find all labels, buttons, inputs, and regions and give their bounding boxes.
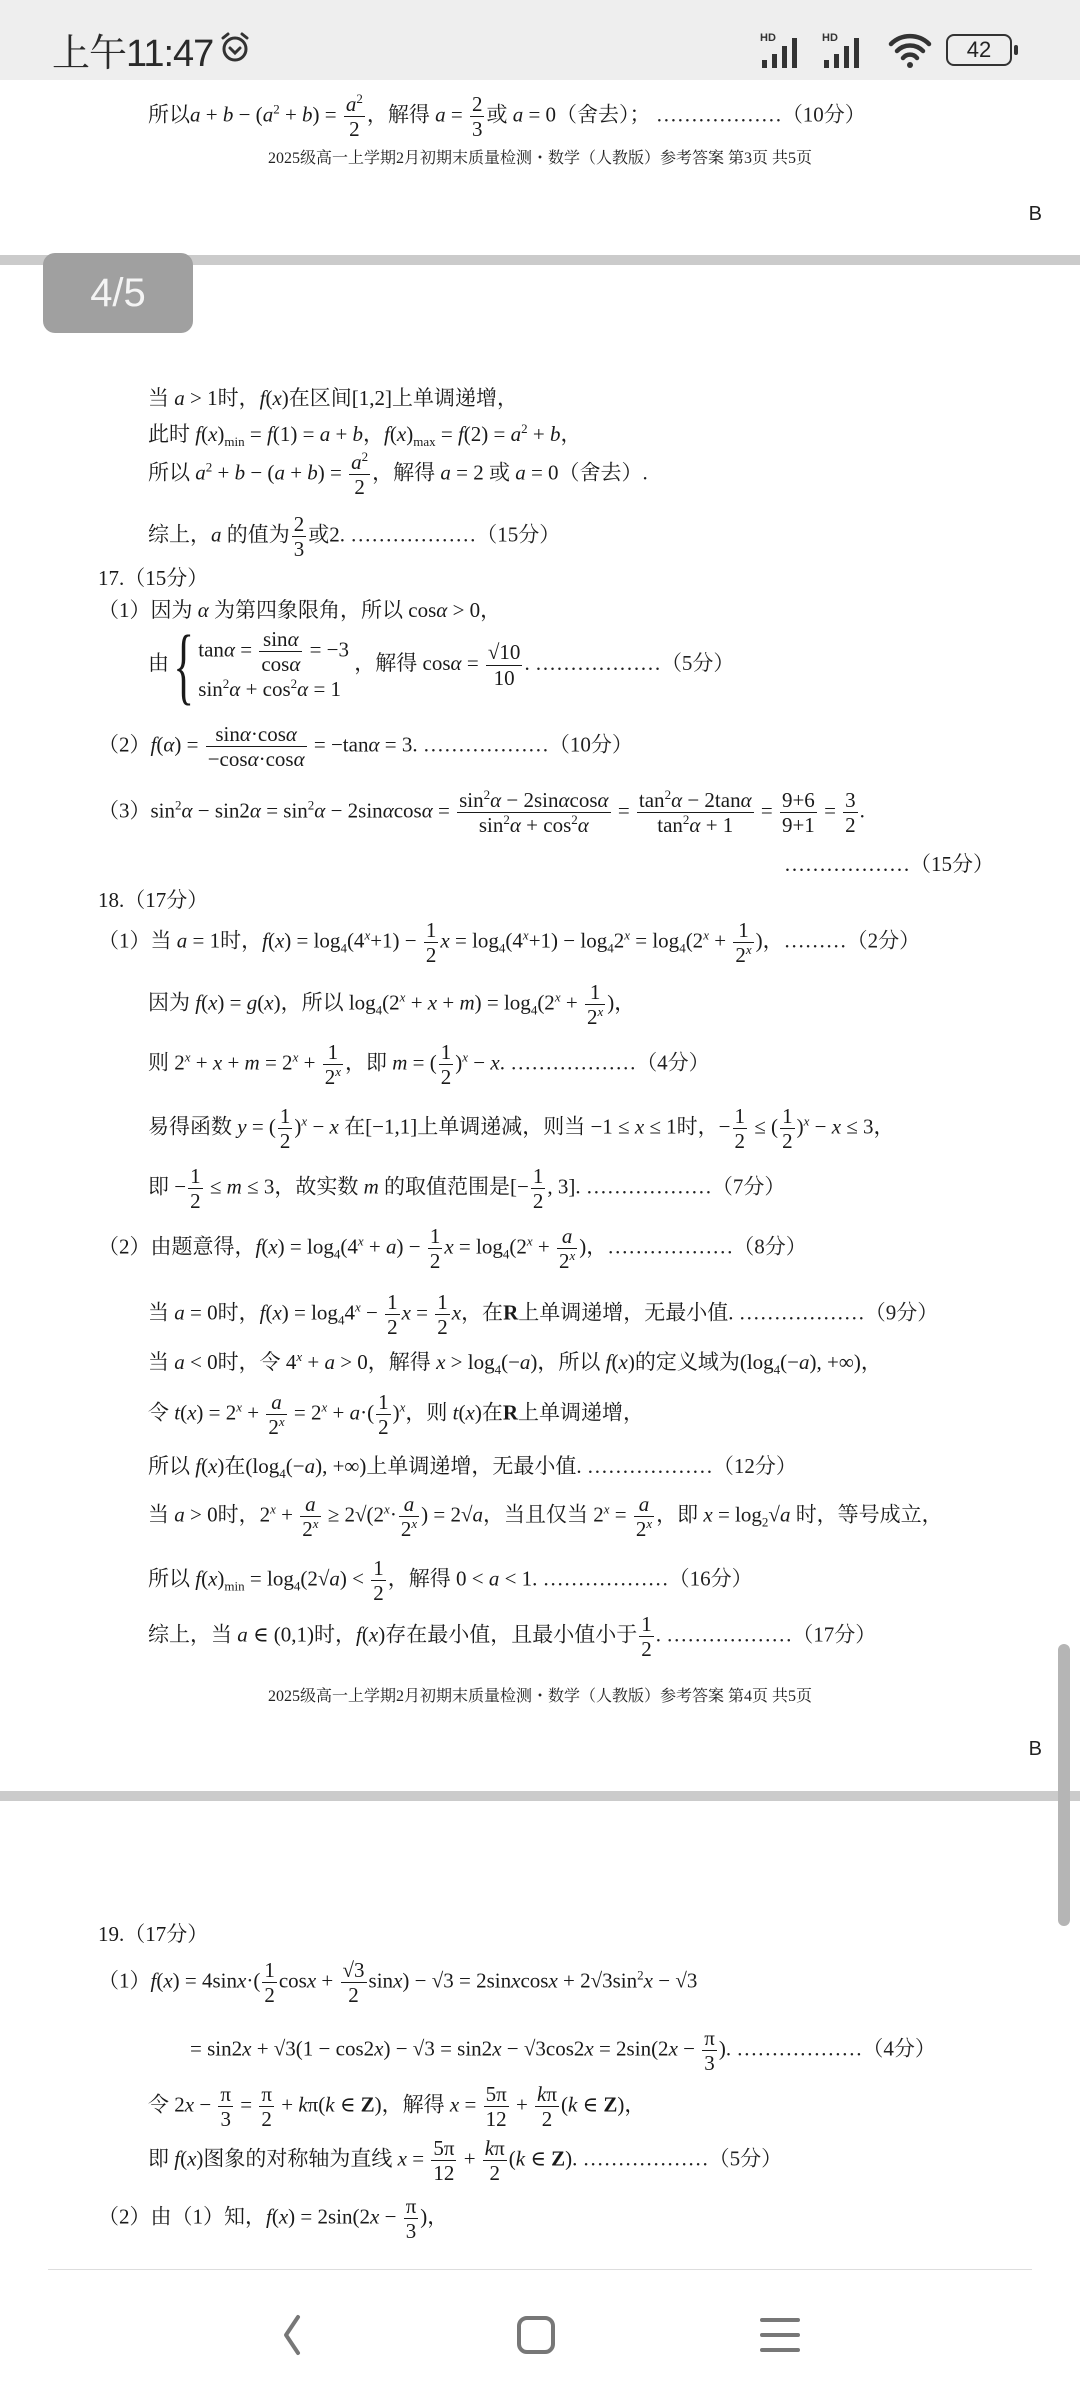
equation-system: 由{ tanα = $\frac{\sin\alpha}{\cos\alpha}$ = −3 $\sin^2\alpha + \cos^2\alpha = 1$ ，解得 cosα = $\frac{√10}{10}$ . ………………（5分） [148, 617, 735, 713]
text-line: 当 a < 0时，令 $4^x + a > 0$，解得 $x > \log_4(-a)$，所以 f(x)的定义域为($\log_4(-a)$, +∞)， [148, 1349, 882, 1378]
text-line: 所以 $f(x)_{min} = \log_4(2√a)$ < $\frac{1}{2}$ ，解得 0 < a < 1. ………………（16分） [148, 1556, 753, 1606]
text-line: 即 − $\frac{1}{2}$ ≤ m ≤ 3，故实数 m 的取值范围是[− $\frac{1}{2}$ , 3]. ………………（7分） [148, 1164, 786, 1214]
text-line: 综上，当 a ∈ (0,1)时，f(x)存在最小值，且最小值小于 $\frac{1}{2}$ . ………………（17分） [148, 1612, 877, 1662]
text-line: 即 f(x)图象的对称轴为直线 x = $\frac{5\pi}{12}$ + $\frac{k\pi}{2}$ (k ∈ Z). ………………（5分） [148, 2136, 783, 2186]
side-mark: B [1028, 203, 1042, 225]
text-line: 当 a > 0时，$2^x$ + $\frac{a}{2^x}$ ≥ $2√(2^x\cdot$ $\frac{a}{2^x}$ ) = 2√a，当且仅当 $2^x$ = $\frac{a}{2^x}$ ，即 $x = \log_2√a$ 时，等号成立， [148, 1492, 943, 1542]
back-icon[interactable] [262, 2305, 322, 2365]
battery-indicator: 42 [946, 34, 1012, 66]
nav-divider [48, 2269, 1032, 2270]
text-line: 当 a = 0时，$f(x) = \log_44^x$ − $\frac{1}{2}$ x = $\frac{1}{2}$ x，在R上单调递增，无最小值. ………………（9分） [148, 1290, 939, 1340]
text-line: （1）当 a = 1时，$f(x) = \log_4(4^x+1)$ − $\frac{1}{2}$ $x = \log_4(4^x+1) - \log_42^x = \log_4(2^x$ + $\frac{1}{2^x}$ )，………（2分） [98, 918, 921, 968]
text-line: 易得函数 y = ( $\frac{1}{2}$ )$^x$ − x 在[−1,1]上单调递减，则当 −1 ≤ x ≤ 1时，− $\frac{1}{2}$ ≤ ( $\frac{1}{2}$ )$^x$ − x ≤ 3， [148, 1104, 895, 1154]
text-line: 令 2x − $\frac{\pi}{3}$ = $\frac{\pi}{2}$ + kπ(k ∈ Z)，解得 x = $\frac{5\pi}{12}$ + $\frac{k\pi}{2}$ (k ∈ Z)， [148, 2082, 646, 2132]
text-line: （1）因为 α 为第四象限角，所以 cosα > 0， [98, 598, 502, 622]
vertical-scrollbar[interactable] [1058, 1644, 1070, 1926]
page-separator [0, 1791, 1080, 1801]
text-line: （2）由（1）知，f(x) = 2sin(2x − $\frac{\pi}{3}$ )， [98, 2194, 449, 2244]
text-line: （1）f(x) = 4sinx·( $\frac{1}{2}$ cosx + $\frac{√3}{2}$ sinx) − √3 = 2sinxcosx + $2√3\sin^2x - √3$ [98, 1958, 698, 2008]
text: 所以 [148, 102, 190, 127]
recents-menu-icon[interactable] [750, 2305, 810, 2365]
text-line: 综上，a 的值为 $\frac{2}{3}$ 或2. ………………（15分） [148, 512, 561, 562]
wifi-icon [888, 30, 932, 70]
question-17-header: 17.（15分） [98, 566, 209, 590]
text-line: 所以 $a^2 + b - (a + b)$ = $\frac{a^2}{2}$ ，解得 a = 2 或 a = 0（舍去）. [148, 449, 648, 500]
text-line: 此时 $f(x)_{min} = f(1) = a + b$，$f(x)_{max} = f(2) = a^2 + b$， [148, 421, 582, 450]
home-icon[interactable] [506, 2305, 566, 2365]
text-line: 因为 f(x) = g(x)，所以 $\log_4(2^x + x + m) = \log_4(2^x$ + $\frac{1}{2^x}$ )， [148, 980, 636, 1030]
alarm-clock-icon [218, 30, 252, 64]
status-bar [0, 0, 1080, 80]
cellular-signal-icon [760, 30, 812, 70]
question-18-header: 18.（17分） [98, 888, 209, 912]
question-19-header: 19.（17分） [98, 1922, 209, 1946]
score-mark: ………………（15分） [784, 852, 994, 876]
page3-final-line: 所以$a + b - (a^2 + b)$ = $\frac{a^2}{2}$ ，解得 a = $\frac{2}{3}$ 或 a = 0（舍去）； ………………（10分） [148, 91, 866, 142]
text-line: （2）由题意得，$f(x) = \log_4(4^x + a)$ − $\frac{1}{2}$ $x = \log_4(2^x$ + $\frac{a}{2^x}$ )，………………（8分） [98, 1224, 807, 1274]
page-indicator: 4/5 [43, 253, 193, 333]
svg-text:HD: HD [822, 32, 838, 44]
score-mark: ………………（10分） [655, 102, 866, 127]
clock: 上午11:47 [52, 33, 214, 75]
text-line: 所以 f(x)在($\log_4(-a)$, +∞)上单调递增，无最小值. ………………（12分） [148, 1454, 797, 1482]
svg-text:HD: HD [760, 32, 776, 44]
side-mark: B [1028, 1738, 1042, 1760]
text-line: （2）f(α) = $\frac{\sin\alpha\cdot\cos\alpha}{-\cos\alpha\cdot\cos\alpha}$ = −tanα = 3. ………………（10分） [98, 722, 633, 772]
text-line: 则 $2^x + x + m = 2^x$ + $\frac{1}{2^x}$ ，即 m = ( $\frac{1}{2}$ )$^x$ − x. ………………（4分） [148, 1040, 710, 1090]
page-footer: 2025级高一上学期2月初期末质量检测・数学（人教版）参考答案 第4页 共5页 [267, 1688, 812, 1705]
cellular-signal-icon [822, 30, 874, 70]
text-line: 当 a > 1时，f(x)在区间[1,2]上单调递增， [148, 386, 518, 410]
text-line: $(3)\sin^2\alpha - \sin 2\alpha = \sin^2\alpha - 2\sin\alpha\cos\alpha$ = $\frac{\sin^2\alpha - 2\sin\alpha\cos\alpha}{\sin^2\alpha + \cos^2\alpha}$ = $\frac{\tan^2\alpha - 2\tan\alpha}{\tan^2\alpha + 1}$ = $\frac{9+6}{9+1}$ = $\frac{3}{2}$ . [98, 787, 865, 838]
text-line: 令 $t(x) = 2^x$ + $\frac{a}{2^x}$ = $2^x + a\cdot$( $\frac{1}{2}$ )$^x$，则 t(x)在R上单调递增， [148, 1390, 645, 1440]
page-footer: 2025级高一上学期2月初期末质量检测・数学（人教版）参考答案 第3页 共5页 [267, 150, 812, 167]
text-line: = sin2x + √3(1 − cos2x) − √3 = sin2x − √3cos2x = 2sin(2x − $\frac{\pi}{3}$ ). ………………（4分） [190, 2026, 936, 2076]
